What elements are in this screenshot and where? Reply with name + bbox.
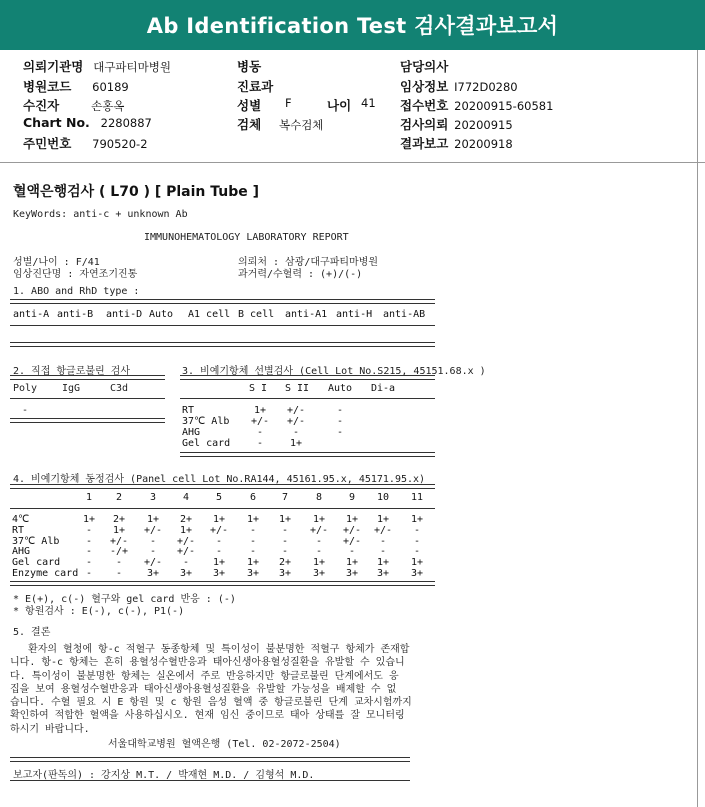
abo-header-4: A1 cell [188,309,231,320]
panel-cell: 1+ [376,557,390,569]
abo-header-6: anti-A1 [285,309,328,320]
panel-row-label: RT [12,524,25,536]
hospital-line: 서울대학교병원 혈액은행 (Tel. 02-2072-2504) [108,739,341,750]
panel-header-7: 7 [281,492,289,503]
report-date-value: 20200918 [454,137,513,151]
screen-header-1: S II [285,383,310,394]
panel-header-5: 5 [215,492,223,503]
dat-header-igg: IgG [62,383,81,394]
panel-cell: - [379,546,387,558]
sex-label: 성별 [237,98,262,113]
header-row-clinical-info [400,77,518,95]
header-row-patient [23,96,124,114]
dat-value: - [22,405,29,416]
panel-cell: - [413,546,421,558]
dat-rule-top [10,375,165,380]
screen-cell: - [292,427,300,438]
screen-cell: - [256,438,264,449]
panel-cell: 1+ [246,557,260,569]
panel-cell: 1+ [212,557,226,569]
panel-cell: - [281,546,289,558]
request-date-label: 검사의뢰 [400,117,449,132]
panel-header-11: 11 [410,492,424,503]
history-line: 과거력/수혈력 : (+)/(-) [238,269,363,280]
diagnosis-line: 임상진단명 : 자연조기진통 [13,269,138,280]
footer-rule-3 [10,780,410,781]
conclusion-paragraph [10,643,480,736]
header-row-receipt-no [400,96,553,114]
screen-cell: - [336,416,344,427]
screen-rule-mid [180,398,435,399]
panel-cell: - [348,546,356,558]
abo-header-3: Auto [149,309,174,320]
panel-cell: +/- [373,524,393,536]
conclusion-line: 확인하여 적합한 혈액을 사용하십시오. 현재 임신 중이므로 태아 상태를 잘 모니터링 [10,710,405,722]
panel-cell: 3+ [312,568,326,579]
screen-header-0: S I [249,383,268,394]
screen-cell: +/- [286,405,306,416]
screen-header-2: Auto [328,383,353,394]
abo-header-8: anti-AB [383,309,426,320]
abo-header-2: anti-D [106,309,143,320]
panel-cell: - [281,524,289,536]
resident-no-value: 790520-2 [92,137,148,151]
panel-cell: -/+ [109,546,129,558]
panel-cell: - [85,546,93,558]
panel-header-9: 9 [348,492,356,503]
abo-header-7: anti-H [336,309,373,320]
panel-cell: 1+ [345,557,359,569]
panel-cell: +/- [176,535,196,547]
panel-header-2: 2 [115,492,123,503]
dept-label: 진료과 [237,79,274,94]
conclusion-line: 니다. 항-c 항체는 흔히 용혈성수혈반응과 태아신생아용혈성질환을 유발할 수 있습니 [10,657,405,669]
chart-no-value: 2280887 [100,116,152,130]
reporter-line: 보고자(판독의) : 강지상 M.T. / 박재현 M.D. / 김형석 M.D. [13,770,315,781]
abo-rule-top [10,299,435,304]
panel-cell: 1+ [246,514,260,525]
header-row-sex-age [237,96,376,114]
panel-cell: +/- [143,557,163,569]
request-date-value: 20200915 [454,118,513,132]
screen-cell: 1+ [289,438,303,449]
header-row-report-date [400,134,513,152]
panel-rule-top [10,484,435,489]
panel-cell: 3+ [345,568,359,579]
panel-cell: - [149,546,157,558]
screen-header-3: Di-a [371,383,396,394]
panel-cell: 1+ [112,524,126,536]
header-row-ward [237,57,261,75]
lab-report-title: IMMUNOHEMATOLOGY LABORATORY REPORT [144,232,349,243]
panel-cell: 1+ [312,557,326,569]
screen-rule-top [180,375,435,380]
receipt-no-value: 20200915-60581 [454,99,554,113]
institution-value: 대구파티마병원 [93,60,171,74]
screen-title: 3. 비예기항체 선별검사 (Cell Lot No.S215, 45151.68.x ) [182,366,486,377]
panel-row-label: Enzyme card [12,568,79,579]
panel-cell: - [149,535,157,547]
screen-cell: - [256,427,264,438]
note-2: * 항원검사 : E(-), c(-), P1(-) [13,606,185,617]
receipt-no-label: 접수번호 [400,98,449,113]
keywords: KeyWords: anti-c + unknown Ab [13,209,188,220]
panel-cell: 3+ [278,568,292,579]
conclusion-line: 습니다. 수혈 필요 시 E 항원 및 c 항원 음성 혈액 중 항글로불린 단계 교차시험까지 [10,697,412,709]
report-date-label: 결과보고 [400,136,449,151]
report-title: Ab Identification Test 검사결과보고서 [0,0,705,50]
abo-title: 1. ABO and RhD type : [13,286,140,297]
resident-no-label: 주민번호 [23,136,72,151]
panel-cell: 1+ [345,514,359,525]
panel-cell: - [249,535,257,547]
header-row-chart-no [23,115,152,130]
screen-cell: +/- [250,416,270,427]
panel-cell: +/- [176,546,196,558]
panel-cell: 3+ [376,568,390,579]
panel-cell: 1+ [278,514,292,525]
panel-cell: - [85,535,93,547]
ward-label: 병동 [237,59,262,74]
age-value: 41 [361,96,376,110]
panel-header-8: 8 [315,492,323,503]
footer-rule-2 [10,761,410,762]
panel-cell: - [315,535,323,547]
header-row-dept [237,77,273,95]
screen-row-label: Gel card [182,438,231,449]
panel-cell: - [115,557,123,569]
panel-cell: - [379,535,387,547]
panel-header-3: 3 [149,492,157,503]
section-title: 혈액은행검사 ( L70 ) [ Plain Tube ] [13,184,260,200]
abo-rule-bottom [10,342,435,347]
panel-rule-mid [10,508,435,509]
panel-cell: 3+ [246,568,260,579]
conclusion-line: 다. 특이성이 불분명한 항체는 실온에서 주로 반응하지만 항글로불린 단계에서도 응 [10,670,399,682]
clinical-info-value: I772D0280 [454,80,518,94]
dat-header-poly: Poly [13,383,38,394]
header-row-institution [23,57,171,75]
panel-cell: 1+ [376,514,390,525]
panel-cell: +/- [209,524,229,536]
header-row-specimen [237,115,323,133]
header-row-resident-no [23,134,148,152]
screen-row-label: RT [182,405,195,416]
dat-rule-mid [10,398,165,399]
screen-cell: - [336,427,344,438]
panel-cell: 1+ [179,524,193,536]
panel-cell: 1+ [410,557,424,569]
panel-row-label: 37℃ Alb [12,535,60,547]
panel-header-4: 4 [182,492,190,503]
panel-cell: - [85,557,93,569]
panel-cell: - [249,546,257,558]
panel-cell: - [249,524,257,536]
panel-cell: 2+ [179,514,193,525]
institution-label: 의뢰기관명 [23,59,84,74]
hospital-code-label: 병원코드 [23,79,72,94]
screen-row-label: AHG [182,427,201,438]
panel-cell: 3+ [179,568,193,579]
patient-value: 손홍옥 [91,99,125,113]
panel-cell: 3+ [212,568,226,579]
panel-cell: 1+ [82,514,96,525]
header-divider [0,162,705,163]
panel-cell: 1+ [146,514,160,525]
screen-row-label: 37℃ Alb [182,416,230,427]
abo-rule-mid [10,325,435,326]
patient-label: 수진자 [23,98,60,113]
panel-row-label: AHG [12,546,31,558]
dat-title: 2. 직접 항글로불린 검사 [13,366,131,377]
screen-cell: 1+ [253,405,267,416]
panel-cell: +/- [143,524,163,536]
panel-title: 4. 비예기항체 동정검사 (Panel cell Lot No.RA144, 45161.95.x, 45171.95.x) [13,474,426,485]
panel-header-1: 1 [85,492,93,503]
age-label: 나이 [327,98,352,113]
screen-cell: - [336,405,344,416]
conclusion-title: 5. 결론 [13,627,51,638]
panel-header-10: 10 [376,492,390,503]
conclusion-line: 하시기 바랍니다. [10,723,90,735]
panel-cell: - [413,524,421,536]
abo-header-1: anti-B [57,309,94,320]
panel-row-label: Gel card [12,557,61,569]
sex-age-line: 성별/나이 : F/41 [13,257,100,268]
panel-cell: 2+ [278,557,292,569]
panel-cell: 1+ [212,514,226,525]
panel-cell: - [182,557,190,569]
sex-value: F [285,96,292,110]
panel-cell: - [85,568,93,579]
header-row-doctor [400,57,448,75]
doctor-label: 담당의사 [400,59,449,74]
note-1: * E(+), c(-) 혈구와 gel card 반응 : (-) [13,594,236,605]
hospital-code-value: 60189 [92,80,129,94]
panel-cell: 3+ [410,568,424,579]
clinical-info-label: 임상정보 [400,79,449,94]
specimen-label: 검체 [237,117,262,132]
dat-rule-bottom [10,418,165,423]
panel-cell: - [315,546,323,558]
abo-header-5: B cell [238,309,275,320]
panel-cell: - [215,535,223,547]
panel-cell: +/- [342,524,362,536]
panel-cell: 1+ [312,514,326,525]
panel-header-6: 6 [249,492,257,503]
footer-rule-1 [10,757,410,758]
panel-cell: 1+ [410,514,424,525]
panel-cell: - [115,568,123,579]
header-row-request-date [400,115,513,133]
panel-cell: +/- [309,524,329,536]
conclusion-line: 환자의 혈청에 항-c 적혈구 동종항체 및 특이성이 불분명한 적혈구 항체가 존재합 [10,644,410,655]
panel-cell: - [413,535,421,547]
panel-cell: 3+ [146,568,160,579]
chart-no-label: Chart No. [23,115,90,130]
panel-cell: - [85,524,93,536]
panel-cell: - [215,546,223,558]
panel-cell: - [281,535,289,547]
requester-line: 의뢰처 : 삼광/대구파티마병원 [238,257,379,268]
panel-cell: +/- [342,535,362,547]
specimen-value: 복수검체 [278,118,324,132]
abo-header-0: anti-A [13,309,50,320]
panel-rule-bottom [10,581,435,586]
conclusion-line: 집을 보여 용혈성수혈반응과 태아신생아용혈성질환을 유발할 가능성을 배제할 수 없 [10,683,397,695]
dat-header-c3d: C3d [110,383,129,394]
header-row-hospital-code [23,77,129,95]
panel-cell: 2+ [112,514,126,525]
panel-cell: +/- [109,535,129,547]
panel-row-label: 4℃ [12,514,30,525]
screen-rule-bottom [180,452,435,457]
screen-cell: +/- [286,416,306,427]
page-edge-line [697,50,698,807]
